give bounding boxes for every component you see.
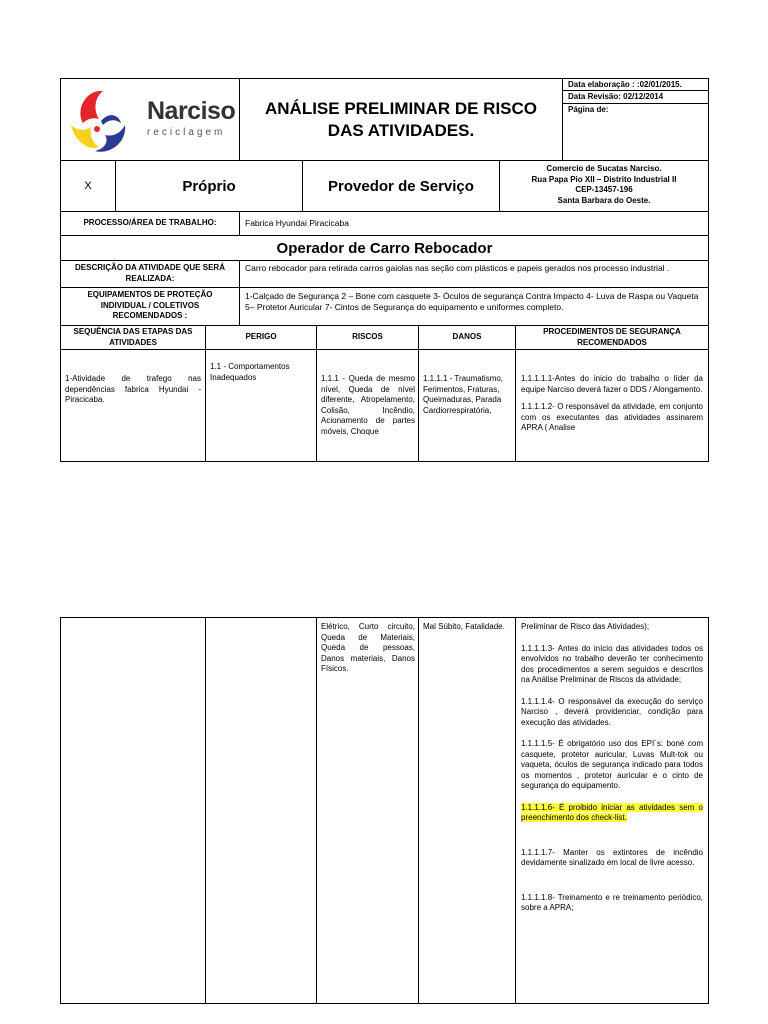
equipment-label-cell: [60, 287, 240, 326]
company-line-2: Rua Papa Pio XII – Distrito Industrial II: [531, 174, 677, 184]
row1-procedures-cell: [515, 349, 709, 462]
service-label: Provedor de Serviço: [328, 177, 474, 195]
col-header-steps-label: SEQUÊNCIA DAS ETAPAS DAS ATIVIDADES: [73, 327, 193, 347]
equipment-value-cell: [239, 287, 709, 326]
cont-hazard-cell: [205, 617, 317, 1004]
company-line-1: Comercio de Sucatas Narciso.: [546, 164, 662, 173]
row1-proc-1: 1.1.1.1.1-Antes do inicio do trabalho o líder da equipe Narciso deverá fazer o DDS / Alongamento.: [521, 374, 703, 394]
description-label: DESCRIÇÃO DA ATIVIDADE QUE SERÁ REALIZADA:: [75, 263, 225, 283]
cont-damages: Mal Súbito, Fatalidade.: [423, 622, 505, 631]
mark-cell: [60, 160, 116, 212]
cont-proc-3: 1.1.1.1.3- Antes do início das atividades todos os envolvidos no trabalho deverão ter conhecimento dos procedimentos a serem seguidos e descritos na Análise Preliminar de Riscos da atividade;: [521, 643, 703, 684]
col-header-hazard: [205, 325, 317, 350]
logo-word: Narciso: [147, 97, 236, 125]
own-cell: [115, 160, 303, 212]
cont-proc-8: 1.1.1.1.8- Treinamento e re treinamento periódico, sobre a APRA;: [521, 892, 703, 912]
cont-proc-0: Preliminar de Risco das Atividades);: [521, 622, 650, 631]
row1-risks-cell: [316, 349, 419, 462]
date-created: Data elaboração : :02/01/2015.: [568, 80, 682, 89]
cont-proc-7: 1.1.1.1.7- Manter os extintores de incêndio devidamente sinalizado em local de livre acesso.: [521, 847, 703, 867]
activity-title-cell: [60, 235, 709, 261]
company-line-3: CEP-13457-196: [575, 185, 633, 194]
row1-damages-cell: [418, 349, 516, 462]
cont-damages-cell: [418, 617, 516, 1004]
col-header-procedures-label: PROCEDIMENTOS DE SEGURANÇA RECOMENDADOS: [543, 327, 681, 347]
title-cell: [239, 78, 563, 161]
cont-proc-5: 1.1.1.1.5- É obrigatório uso dos EPI´s: boné com casquete, protetor auricular, Luvas Mult-tok ou vaqueta, óculos de segurança indicado para todos os momentos , protetor auricular e o cinto de segurança do equipamento.: [521, 739, 703, 790]
cont-risks: Elétrico, Curto circuito, Queda de Materiais, Queda de pessoas, Danos materiais, Danos Físicos.: [321, 622, 415, 673]
activity-title: Operador de Carro Rebocador: [276, 239, 493, 257]
date-revision: Data Revisão: 02/12/2014: [568, 92, 664, 101]
cont-proc-4: 1.1.1.1.4- O responsável da execução do serviço Narciso , deverá providenciar, condição para execução das atividades.: [521, 696, 703, 727]
logo-sub: reciclagem: [147, 127, 226, 138]
page-number: Página de:: [568, 105, 609, 114]
row1-step: 1-Atividade de trafego nas dependências fabrica Hyundai - Piracicaba.: [65, 374, 201, 404]
process-value: Fabrica Hyundai Piracicaba: [245, 218, 349, 228]
process-label-cell: [60, 211, 240, 236]
row1-damages: 1.1.1.1 - Traumatismo, Ferimentos, Fraturas, Queimaduras, Parada Cardiorrespiratória,: [423, 374, 504, 415]
cont-risks-cell: [316, 617, 419, 1004]
own-label: Próprio: [182, 177, 236, 195]
col-header-procedures: [515, 325, 709, 350]
col-header-risks-label: RISCOS: [352, 332, 383, 342]
narciso-logo-icon: [65, 81, 135, 161]
row1-risks: 1.1.1 - Queda de mesmo nível, Queda de nível diferente, Atropelamento, Colisão, Incêndio, Acionamento de partes móveis, Choque: [321, 374, 415, 436]
date-revision-cell: [562, 90, 709, 104]
cont-procedures-cell: [515, 617, 709, 1004]
company-line-4: Santa Barbara do Oeste.: [557, 195, 651, 205]
description-label-cell: [60, 260, 240, 288]
logo-cell: [60, 78, 240, 161]
page-title: ANÁLISE PRELIMINAR DE RISCO DAS ATIVIDADES.: [264, 98, 538, 140]
row1-hazard-cell: [205, 349, 317, 462]
process-value-cell: [239, 211, 709, 236]
row1-step-cell: [60, 349, 206, 462]
description-value-cell: [239, 260, 709, 288]
col-header-risks: [316, 325, 419, 350]
process-label: PROCESSO/ÁREA DE TRABALHO:: [83, 218, 217, 228]
col-header-damages: [418, 325, 516, 350]
col-header-steps: [60, 325, 206, 350]
page-number-cell: [562, 103, 709, 161]
row1-proc-2: 1.1.1.1.2- O responsável da atividade, em conjunto com os executantes das atividades assinarem APRA ( Analise: [521, 402, 703, 432]
equipment-label: EQUIPAMENTOS DE PROTEÇÃO INDIVIDUAL / COLETIVOS RECOMENDADOS :: [87, 290, 213, 320]
cont-step-cell: [60, 617, 206, 1004]
company-cell: [499, 160, 709, 212]
service-cell: [302, 160, 500, 212]
equipment-value: 1-Calçado de Segurança 2 – Bone com casquete 3- Óculos de segurança Contra Impacto 4- Luva de Raspa ou Vaqueta 5– Protetor Auricular 7- Cintos de Segurança do equipamento e uniformes completo.: [245, 291, 699, 312]
description-value: Carro rebocador para retirada carros gaiolas nas seção com plásticos e papeis gerados nos processo industrial .: [245, 263, 670, 273]
col-header-hazard-label: PERIGO: [245, 332, 277, 342]
cont-proc-6-highlighted: 1.1.1.1.6- É proibido iniciar as atividades sem o preenchimento dos check-list.: [521, 802, 703, 822]
own-mark: X: [84, 180, 92, 192]
col-header-damages-label: DANOS: [452, 332, 482, 342]
row1-hazard: 1.1 - Comportamentos Inadequados: [210, 362, 290, 382]
